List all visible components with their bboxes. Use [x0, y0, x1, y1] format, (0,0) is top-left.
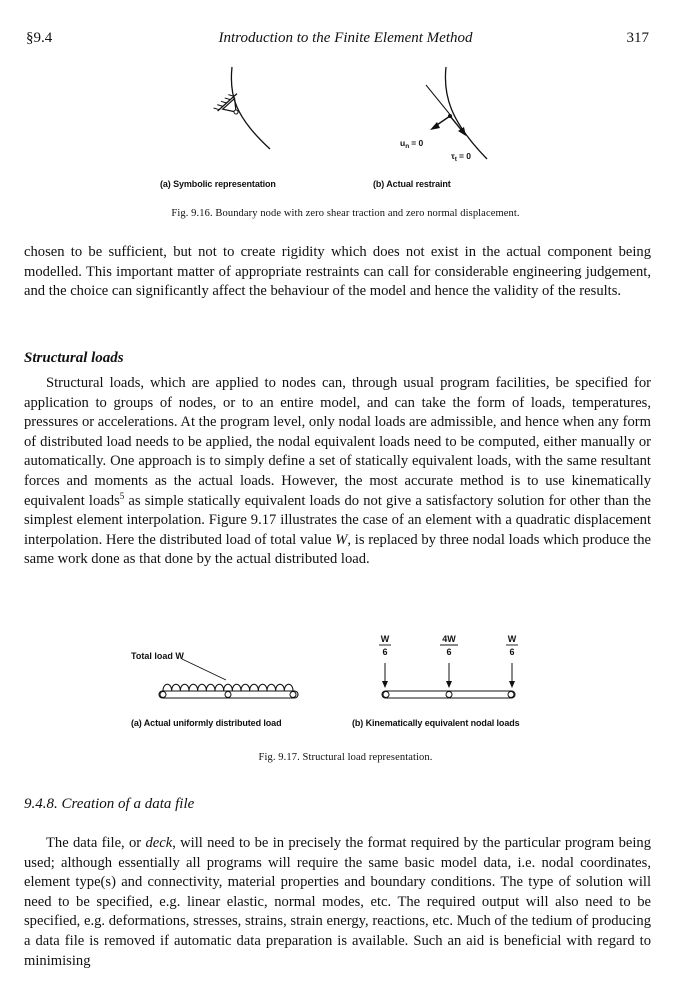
symbolic-boundary-node	[214, 67, 270, 149]
nodal-loads-element	[379, 634, 518, 698]
load-1-denominator: 6	[382, 647, 388, 657]
load-1-numerator: W	[380, 634, 390, 644]
paragraph-restraints: chosen to be sufficient, but not to create rigidity which does not exist in the actual component being modelled. This important matter of appropriate restraints can call for considerable engineering judgement, and the choice can significantly affect the behaviour of the model and hence the validity of the results.	[24, 244, 651, 300]
figure-9-17-subcaption-b: (b) Kinematically equivalent nodal loads	[352, 718, 520, 728]
normal-displacement-label: u	[400, 138, 406, 148]
paragraph-structural-loads: Structural loads, which are applied to nodes can, through usual program facilities, be specified for application to groups of nodes, or to an entire model, and can take the form of loads, temperatures, pressures or accelerations. At the program level, only nodal loads are admissible, and hence when any form of distributed load needs to be applied, the nodal equivalent loads need to be computed, either manually or automatically. One approach is to simply define a set of statically equivalent loads, with the same resultant forces and moments as the actual loads. However, the most accurate method is to use kinematically equivalent loads$^5$ as simple statically equivalent loads do not give a satisfactory solution for other than the simplest element interpolation. Figure 9.17 illustrates the case of an element with a quadratic displacement interpolation. Here the distributed load of total value W, is replaced by three nodal loads which produce the same work done as that done by the actual distributed load.	[24, 375, 651, 568]
figure-9-16-caption: Fig. 9.16. Boundary node with zero shear traction and zero normal displacement.	[171, 208, 520, 219]
shear-traction-label: τ	[451, 151, 455, 161]
load-2-denominator: 6	[446, 647, 452, 657]
footnote-ref: 5	[119, 490, 125, 501]
svg-text:un= 0: $u_n = 0$	[400, 138, 424, 150]
figure-9-17	[0, 622, 691, 722]
section-marker: §9.4	[26, 30, 53, 46]
load-3-numerator: W	[507, 634, 517, 644]
total-load-label: Total load W	[131, 651, 184, 661]
distributed-load-element	[131, 651, 298, 698]
load-2-numerator: 4W	[442, 634, 456, 644]
figure-9-16	[0, 55, 691, 205]
figure-9-17-caption: Fig. 9.17. Structural load representation.	[258, 752, 433, 763]
running-header-title: Introduction to the Finite Element Method	[218, 30, 473, 46]
actual-restraint-node	[426, 67, 487, 159]
section-title-data-file: 9.4.8. Creation of a data file	[24, 796, 195, 812]
figure-9-16-subcaption-a: (a) Symbolic representation	[160, 179, 276, 189]
section-title-structural-loads: Structural loads	[24, 350, 124, 366]
page-number: 317	[626, 30, 649, 46]
figure-9-17-subcaption-a: (a) Actual uniformly distributed load	[131, 718, 282, 728]
svg-text:τt= 0: $\tau_t = 0$	[451, 151, 472, 163]
figure-9-16-subcaption-b: (b) Actual restraint	[373, 179, 451, 189]
distributed-load-coil	[163, 684, 293, 691]
load-3-denominator: 6	[509, 647, 515, 657]
paragraph-data-file: The data file, or deck, will need to be in precisely the format required by the particular program being used; although essentially all programs will require the same basic model data, i.e. nodal coordinates, element type(s) and connectivity, material properties and boundary conditions. The type of solution will need to be specified, e.g. linear elastic, normal modes, etc. The required output will also need to be specified, e.g. deformations, stresses, strains, strain energy, reactions, etc. Much of the tedium of producing a data file is removed if automatic data preparation is available. Such an aid is beneficial with regard to minimising	[24, 835, 651, 969]
